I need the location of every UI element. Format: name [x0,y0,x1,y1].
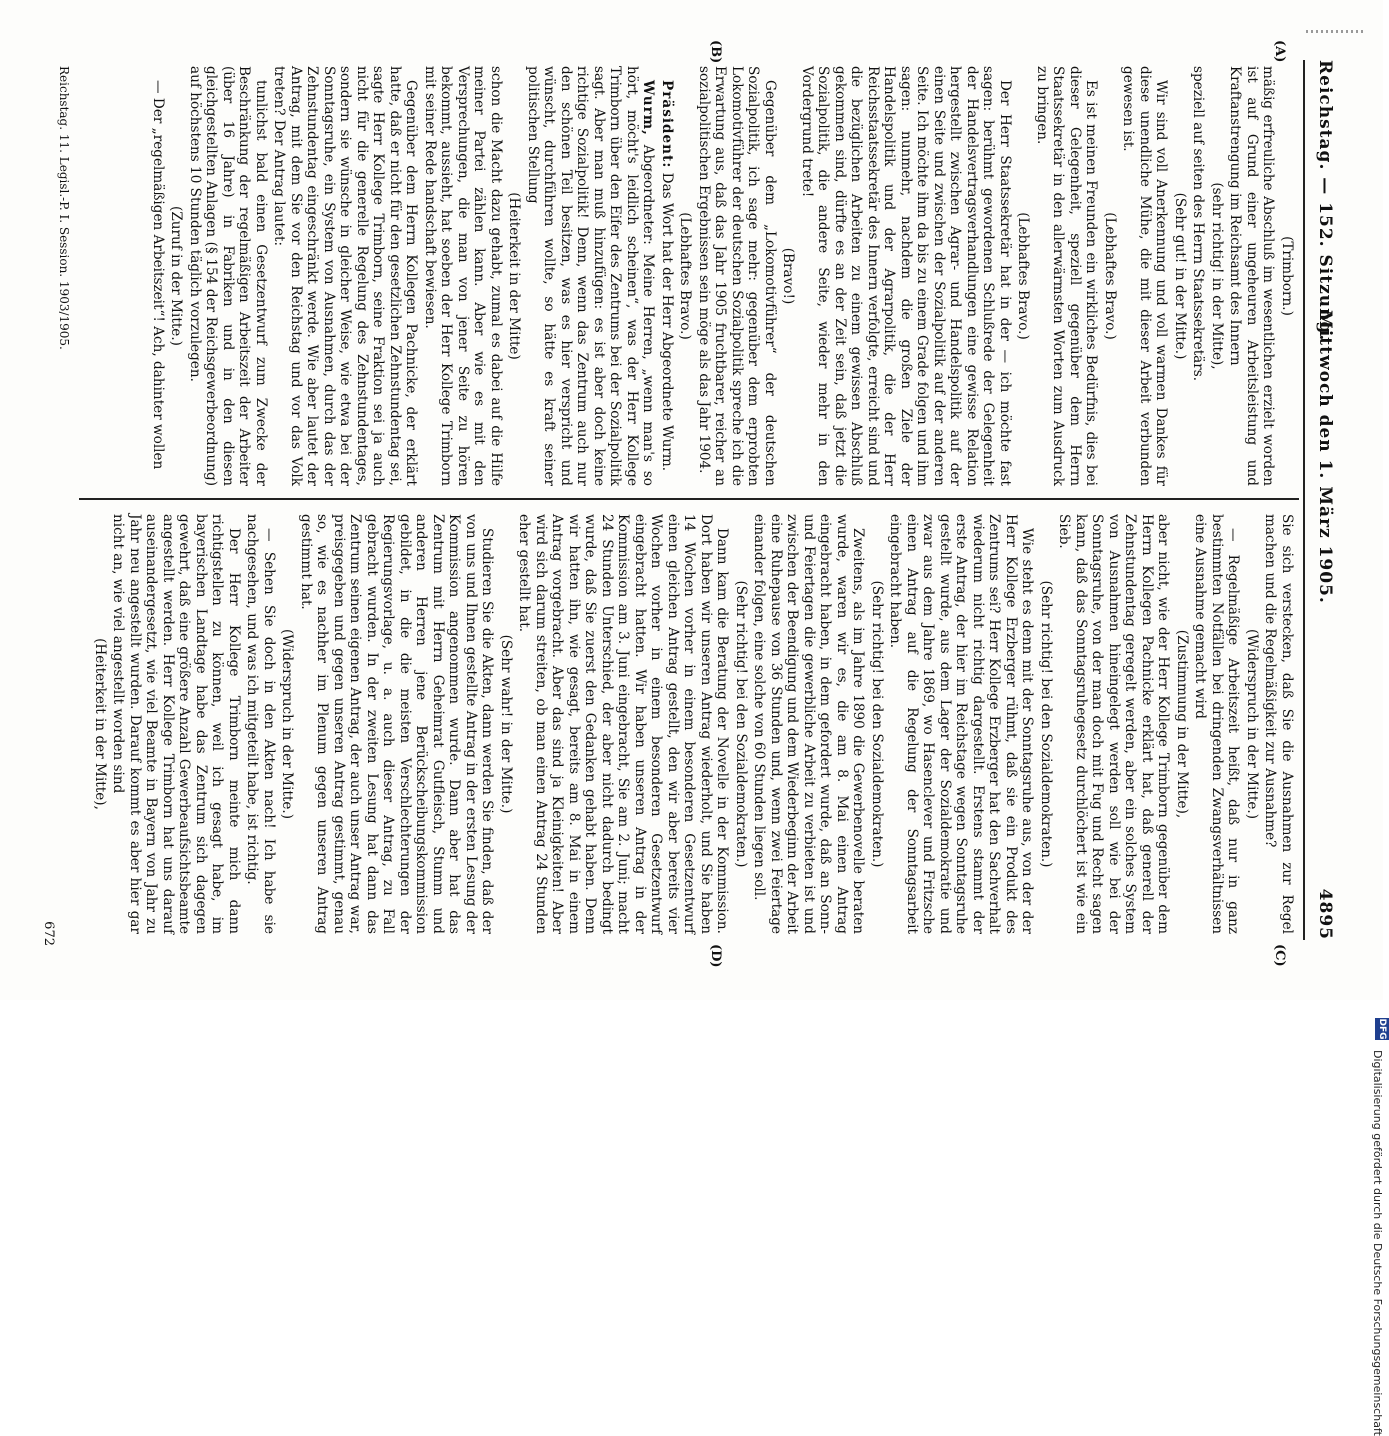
paragraph-text: (Lebhaftes Bravo.) [1102,212,1118,340]
paragraph [1172,66,1189,486]
margin-marker-c: (C) [1272,944,1287,967]
paragraph [279,514,296,934]
paragraph [751,514,867,934]
page-footer: Reichstag. 11. Legisl.-P. I. Session. 1903/1905. [57,66,71,350]
paragraph-text: tunlichst bald einen Gesetzentwurf zum Zwecke der Beschränkung der regelmäßigen Arbeitszeit der Arbeiter (über 16 Jahre) in Fabriken und in den diesen gleichgestellten Anlagen (§ 154 der Reichsgewerbeordnung) auf höchstens 10 Stunden täglich vorzulegen. [187,66,269,486]
header-center: Mittwoch den 1. März 1905. [1315,310,1335,604]
paragraph [733,514,750,934]
paragraph-text: (sehr richtig! in der Mitte), [1209,182,1225,370]
paragraph [1244,514,1261,934]
paragraph-text: Gegenüber dem „Lokomotivführer“ der deutschen Sozialpolitik, ich sage mehr: gegenüber dem erprobten Lokomotivführer der deutschen Sozialpolitik spreche ich die Erwartung aus, daß das Jahr 1905 fruchtbarer, reicher an sozialpolitischen Ergebnissen sein möge als das Jahr 1904. [696,66,778,486]
paragraph [498,514,515,934]
paragraph [1192,514,1242,934]
margin-marker-d: (D) [708,944,723,968]
paragraph [696,66,779,486]
paragraph [780,66,797,486]
paragraph-text: Dann kam die Beratung der Novelle in der Kommission. Dort haben wir unseren Antrag wiederholt, und Sie haben 14 Wochen vorher in einem besonderen Gesetzentwurf einen gleichen Antrag gestellt, den wir aber bereits vier Wochen vorher in einem besonderen Gesetzentwurf eingebracht hatten. Wir haben unseren Antrag in der Kommission am 3. Juni eingebracht, Sie am 2. Juni; macht 24 Stunden Unterschied, der aber nicht dadurch bedingt wurde, daß Sie zuerst den Gedanken gehabt haben. Denn wir hatten ihn, wie gesagt, bereits am 8. Mai in einem Antrag vorgebracht. Aber das sind ja Kleinigkeiten! Aber wird sich darum streiten, ob man einen Antrag 24 Stunden eher gestellt hat. [516,514,731,934]
paragraph [506,66,523,486]
right-text-column [90,514,1296,934]
paragraph-text: Sie sich verstecken, daß Sie die Ausnahmen zur Regel machen und die Regelmäßigkeit zur Ausnahme? [1262,514,1295,934]
paragraph [1227,66,1277,486]
bottom-page-number: 672 [41,921,56,946]
paragraph-text: (Lebhaftes Bravo.) [677,212,694,340]
paragraph [422,66,505,486]
paragraph-text: (Sehr wahr! in der Mitte.) [498,634,514,814]
paragraph-text: (Zustimmung in der Mitte), [1174,629,1190,819]
page-header [1309,60,1335,940]
paragraph [659,66,676,486]
paragraph-text: (Heiterkeit in der Mitte) [506,192,523,360]
paragraph-text: Es ist meinen Freunden ein wirkliches Bedürfnis, dies bei dieser Gelegenheit, speziell gegenüber dem Herrn Staatssekretär in den allerwärmsten Worten zum Ausdruck zu bringen. [1034,66,1100,486]
paragraph [110,514,242,934]
paragraph-text: Wir sind voll Anerkennung und voll warmen Dankes für diese unendliche Mühe, die mit dieser Arbeit verbunden gewesen ist. [1120,66,1170,486]
paragraph-text: (Sehr richtig! bei den Sozialdemokraten.) [733,580,749,868]
paragraph-text: Gegenüber dem Herrn Kollegen Pachnicke, der erklärt hatte, daß er nicht für den gesetzlichen Zehnstundentag sei, sagte Herr Kollege Trimborn, seine Fraktion sei ja auch nicht für die generelle Regelung des Zehnstundentages, sondern sie wünsche in gleicher Weise, wie etwa bei der Sonntagsruhe, ein System von Ausnahmen, durch das der Zehnstundentag eingeschränkt werde. Wie aber lautet der Antrag, mit dem Sie vor den Reichstag und vor das Volk treten? Der Antrag lautet: [271,66,420,486]
speaker-name: Präsident: [659,80,675,169]
paragraph [1102,66,1119,486]
scan-edge-dots [1303,30,1363,33]
speaker-name: Wurm, [640,80,657,136]
paragraph-text: Zweitens, als im Jahre 1890 die Gewerbenovelle beraten wurde, waren wir es, die am 8. Mai einen Antrag eingebracht haben, in dem gefordert wurde, daß an Sonn- und Feiertagen die gewerbliche Arbeit zu verbieten ist und zwischen der Beendigung und dem Wiederbeginn der Arbeit eine Ruhepause von 36 Stunden und, wenn zwei Feiertage einander folgen, eine solche von 60 Stunden liegen soll. [751,514,867,934]
paragraph-text: (Heiterkeit in der Mitte), [92,638,108,810]
paragraph-text: aber nicht, wie der Herr Kollege Trimborn gegenüber dem Herrn Kollegen Pachnicke erklärt hat, daß generell der Zehnstundentag geregelt werden, aber ein solches System von Ausnahmen hineingelegt werden soll wie bei der Sonntagsruhe, von der man doch mit Fug und Recht sagen kann, daß das Sonntagsruhegesetz durchlöchert ist wie ein Sieb. [1056,514,1172,934]
paragraph-text: (Widerspruch in der Mitte.) [1244,628,1260,820]
paragraph [92,514,109,934]
paragraph [869,514,886,934]
paragraph-text: (Bravo!) [780,247,797,305]
paragraph-text: (Trimborn.) [1279,236,1295,316]
paragraph-text: (Sehr richtig! bei den Sozialdemokraten.) [869,580,885,868]
paragraph [525,66,657,486]
header-rule [1303,60,1305,940]
paragraph-text: Studieren Sie die Akten, dann werden Sie finden, daß der von uns und Ihnen gestellte Antrag in der ersten Lesung der Kommission angenommen wurde. Dann aber hat das Zentrum mit Herrn Geheimrat Gutfleisch, Stumm und anderen Herren jene Berückscheibungskommission gebildet, in die die meisten Verschlechterungen der Regierungsvorlage, u. a. auch dieser Antrag, zu Fall gebracht wurden. In der zweiten Lesung hat dann das Zentrum seinen eigenen Antrag, der auch unser Antrag war, preisgegeben und gegen unseren Antrag gestimmt, genau so, wie es nachher im Plenum gegen unseren Antrag gestimmt hat. [298,514,496,934]
margin-marker-a: (A) [1272,40,1287,63]
paragraph [1056,514,1172,934]
paragraph [1034,66,1100,486]
paragraph-text: (Sehr gut! in der Mitte.) [1172,192,1188,360]
paragraph [1015,66,1032,486]
column-divider [79,498,1299,500]
header-left: Reichstag. — 152. Sitzung. [1315,60,1335,342]
paragraph [271,66,420,486]
digitization-credit: Digitalisierung gefördert durch die Deutsche Forschungsgemeinschaft [1371,1050,1384,1436]
paragraph [244,514,277,934]
paragraph [887,514,1036,934]
paragraph [1279,66,1296,486]
paragraph-text: Der Herr Kollege Trimborn meinte mich dann richtigstellen zu können, weil ich gesagt habe, im bayerischen Landtage habe das Zentrum sich dagegen gewehrt, daß eine größere Anzahl Gewerbeaufsichtsbeamte angestellt werden. Herr Kollege Trimborn hat uns darauf auseinandergesetzt, wie viel Beamte in Bayern von Jahr zu Jahr neu angestellt wurden. Darauf kommt es aber hier gar nicht an, wie viel angestellt worden sind [110,514,242,934]
margin-marker-b: (B) [708,40,723,64]
paragraph [187,66,270,486]
paragraph-text: (Widerspruch in der Mitte.) [279,628,296,820]
paragraph-text: (Lebhaftes Bravo.) [1015,212,1032,340]
paragraph-text: — Sehen Sie doch in den Akten nach! Ich habe sie nachgesehen, und was ich mitgeteilt habe, ist richtig. [244,514,277,934]
paragraph-text: (Zuruf in der Mitte.) [168,206,185,346]
paragraph [1190,66,1207,486]
header-page-number: 4895 [1315,888,1335,940]
paragraph [298,514,496,934]
paragraph-text: speziell auf seiten des Herrn Staatssekretärs. [1190,66,1207,382]
paragraph-text: Wie steht es denn mit der Sonntagsruhe aus, von der der Herr Kollege Erzberger rühmt, daß sie ein Produkt des Zentrums sei? Herr Kollege Erzberger hat den Sachverhalt wiederum nicht richtig dargestellt. Erstens stammt der erste Antrag, der hier im Reichstage wegen Sonntagsruhe gestellt wurde, aus dem Lager der Sozialdemokratie und zwar aus dem Jahre 1869, wo Hasenclever und Fritzsche einen Antrag auf die Regelung der Sonntagsarbeit eingebracht haben. [887,514,1036,934]
paragraph-text: — Der „regelmäßigen Arbeitszeit“! Ach, dahinter wollen [150,80,166,470]
paragraph [1038,514,1055,934]
paragraph-text: Das Wort hat der Herr Abgeordnete Wurm. [659,168,675,472]
paragraph-text: — Regelmäßige Arbeitszeit heißt, daß nur in ganz bestimmten Notfällen bei dringenden Zwangsverhältnissen eine Ausnahme gemacht wird [1192,514,1242,934]
paragraph-text: Abgeordneter: Meine Herren, „wenn man's so hört, möcht's leidlich scheinen“, was der Herr Kollege Trimborn über den Eifer des Zentrums bei der Sozialpolitik sagt. Aber man muß hinzufügen: es ist aber doch keine richtige Sozialpolitik! Denn, wenn das Zentrum auch nur den schönen Teil besitzen, was es hier verspricht und wünscht, durchführen wollte, so hätte es kraft seiner politischen Stellung [525,66,657,486]
paragraph [799,66,1014,486]
paragraph [677,66,694,486]
paragraph [1209,66,1226,486]
dfg-logo: DFG [1377,1018,1387,1040]
paragraph [1120,66,1170,486]
paragraph-text: Der Herr Staatssekretär hat in der — ich möchte fast sagen: berühmt gewordenen Schlußrede der Gelegenheit der Handelsvertragsverhandlungen eine gewisse Relation hergestellt zwischen Agrar- und Handelspolitik auf der einen Seite und zwischen der Sozialpolitik auf der anderen Seite. Ich möchte ihm da bis zu einem Grade folgen und ihm sagen: nunmehr, nachdem die großen Ziele der Handelspolitik und der Agrarpolitik, die der Herr Reichsstaatssekretär des Innern verfolgte, erreicht sind und die bezüglichen Arbeiten zu einem gewissen Abschluß gekommen sind, dürfte es an der Zeit sein, daß jetzt die Sozialpolitik, die andere Seite, wieder mehr in den Vordergrund trete! [799,66,1013,486]
paragraph [1262,514,1295,934]
paragraph [168,66,185,486]
paragraph-text: (Sehr richtig! bei den Sozialdemokraten.) [1038,580,1054,868]
paragraph [1174,514,1191,934]
paragraph [516,514,731,934]
paragraph-text: mäßig erfreuliche Abschluß im wesentlichen erzielt worden ist auf Grund einer ungeheuren Arbeitsleistung und Kraftanstrengung im Reichsamt des Innern [1227,66,1277,486]
left-text-column [148,66,1296,486]
paragraph [150,66,167,486]
paragraph-text: schon die Macht dazu gehabt, zumal es dabei auf die Hilfe meiner Partei zählen kann. Aber wie es mit den Versprechungen, die man von jener Seite zu hören bekommt, aussieht, hat soeben der Herr Kollege Trimborn mit seiner Rede handschaft bewiesen. [422,66,504,486]
